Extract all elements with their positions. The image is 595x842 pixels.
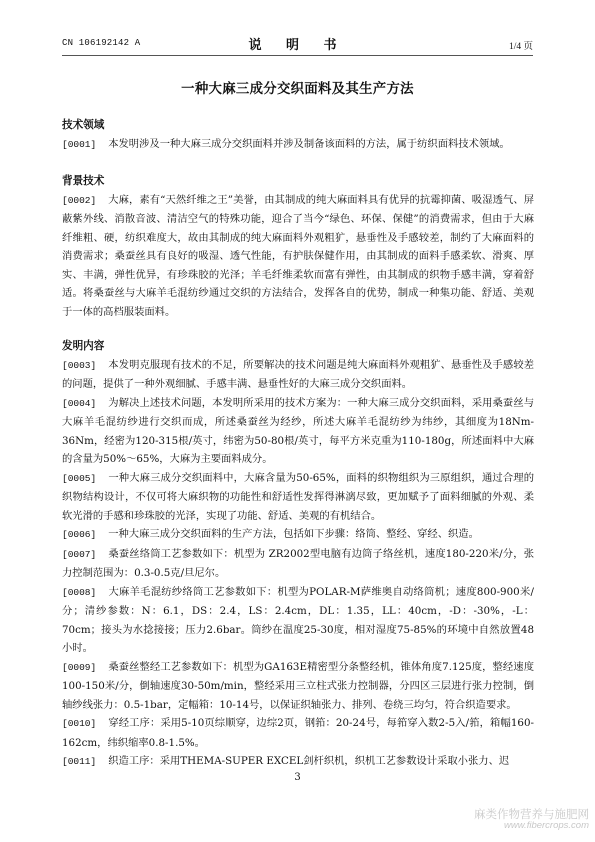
paragraph-number: [0010]: [62, 718, 97, 729]
page-info: 1/4 页: [508, 42, 533, 52]
paragraph-text: 织造工序：采用THEMA-SUPER EXCEL剑杆织机，织机工艺参数设计采取小张力、迟: [108, 755, 510, 767]
paragraph: [62, 752, 534, 772]
paragraph: [62, 191, 534, 322]
page-header: [62, 34, 533, 52]
paragraph: [62, 135, 534, 155]
paragraph-number: [0004]: [62, 397, 97, 409]
paragraph-number: [0002]: [62, 194, 97, 206]
paragraph-text: 穿经工序：采用5-10页综顺穿，边综2页，钢筘：20-24号，每筘穿入数2-5入/筘，箱幅160-162cm，纬织缩率0.8-1.5%。: [62, 717, 534, 749]
paragraph-number: [0007]: [62, 548, 97, 560]
paragraph-number: [0006]: [62, 529, 97, 540]
paragraph-number: [0003]: [62, 359, 97, 371]
paragraph-text: 一种大麻三成分交织面料的生产方法，包括如下步骤：络筒、整经、穿经、织造。: [108, 528, 479, 540]
paragraph-number: [0005]: [62, 472, 97, 484]
document-title: 一种大麻三成分交织面料及其生产方法: [181, 81, 414, 97]
watermark-site-name: 麻类作物营养与施肥网: [474, 807, 589, 821]
paragraph-text: 桑蚕丝整经工艺参数如下：机型为GA163E精密型分条整经机，锥体角度7.125度，整经速度100-150米/分，倒轴速度30-50m/min，整经采用三立柱式张力控制器，分四区三层进行张力控制，倒轴纱线张力：0.5-1bar，定幅箱：10-14号，以保证织轴张力、排列、卷绕三均匀，符合织造要求。: [62, 660, 534, 711]
paragraph: [62, 356, 534, 394]
section-heading-tech-field: 技术领域: [62, 119, 105, 131]
paragraph-text: 本发明涉及一种大麻三成分交织面料并涉及制备该面料的方法，属于纺织面料技术领域。: [108, 137, 510, 150]
document-body: [62, 116, 534, 772]
paragraph: [62, 394, 534, 469]
paragraph-number: [0011]: [62, 756, 97, 767]
paragraph: [62, 469, 534, 526]
paragraph: [62, 545, 534, 583]
paragraph: [62, 714, 534, 752]
watermark-url: www.fibercrops.com: [504, 820, 589, 831]
section-heading-summary: 发明内容: [62, 340, 105, 352]
paragraph-number: [0009]: [62, 661, 97, 673]
document-number: CN 106192142 A: [62, 38, 141, 48]
paragraph-text: 桑蚕丝络筒工艺参数如下：机型为 ZR2002型电脑有边筒子络丝机，速度180-220米/分，张力控制范围为：0.3-0.5克/旦尼尔。: [62, 547, 534, 579]
header-rule: [62, 55, 533, 56]
document-type: 说 明 书: [248, 38, 347, 53]
paragraph-text: 一种大麻三成分交织面料中，大麻含量为50-65%，面料的织物组织为三原组织，通过合理的织物结构设计，不仅可将大麻织物的功能性和舒适性发挥得淋漓尽致，更加赋予了面料细腻的外观、柔软光滑的手感和珍珠胶的光泽，实现了功能、舒适、美观的有机结合。: [62, 471, 534, 522]
section-heading-background: 背景技术: [62, 175, 105, 187]
paragraph-number: [0008]: [62, 586, 97, 598]
paragraph-text: 大麻羊毛混纺纱络筒工艺参数如下：机型为POLAR-M萨维奥自动络筒机；速度800-900米/分；清纱参数：N：6.1，DS：2.4，LS：2.4cm，DL：1.35，LL：40cm，-D：-30%，-L：70cm；接头为水捻接接；压力2.6bar。筒纱在温度25-30度，相对湿度75-85%的环境中自然放置48小时。: [62, 585, 534, 654]
paragraph: [62, 525, 534, 545]
paragraph: [62, 583, 534, 658]
paragraph: [62, 658, 534, 715]
page-number: 3: [294, 772, 301, 783]
watermark: [474, 808, 589, 832]
paragraph-text: 本发明克服现有技术的不足，所要解决的技术问题是纯大麻面料外观粗犷、悬垂性及手感较差的问题，提供了一种外观细腻、手感丰满、悬垂性好的大麻三成分交织面料。: [62, 358, 534, 390]
paragraph-text: 大麻，素有“天然纤维之王”美誉，由其制成的纯大麻面料具有优异的抗霉抑菌、吸湿透气、屏蔽紫外线、消散音波、清洁空气的特殊功能，迎合了当今“绿色、环保、保健”的消费需求，但由于大麻纤维粗、硬，纺织难度大，故由其制成的纯大麻面料外观粗犷，悬垂性及手感较差，制约了大麻面料的消费需求；桑蚕丝具有良好的吸湿、透气性能，有护肤保健作用，由其制成的面料手感柔软、滑爽、厚实、丰满，弹性优异，有珍珠胶的光泽；羊毛纤维柔软而富有弹性，由其制成的织物手感丰满，穿着舒适。将桑蚕丝与大麻羊毛混纺纱通过交织的方法结合，发挥各自的优势，制成一种集功能、舒适、美观于一体的高档服装面料。: [62, 193, 534, 318]
paragraph-text: 为解决上述技术问题，本发明所采用的技术方案为：一种大麻三成分交织面料，采用桑蚕丝与大麻羊毛混纺纱进行交织而成，所述桑蚕丝为经纱，所述大麻羊毛混纺纱为纬纱，其细度为18Nm-36Nm，经密为120-315根/英寸，纬密为50-80根/英寸，每平方米克重为110-180g，所述面料中大麻的含量为50%～65%，大麻为主要面料成分。: [62, 396, 534, 465]
paragraph-number: [0001]: [62, 138, 97, 150]
